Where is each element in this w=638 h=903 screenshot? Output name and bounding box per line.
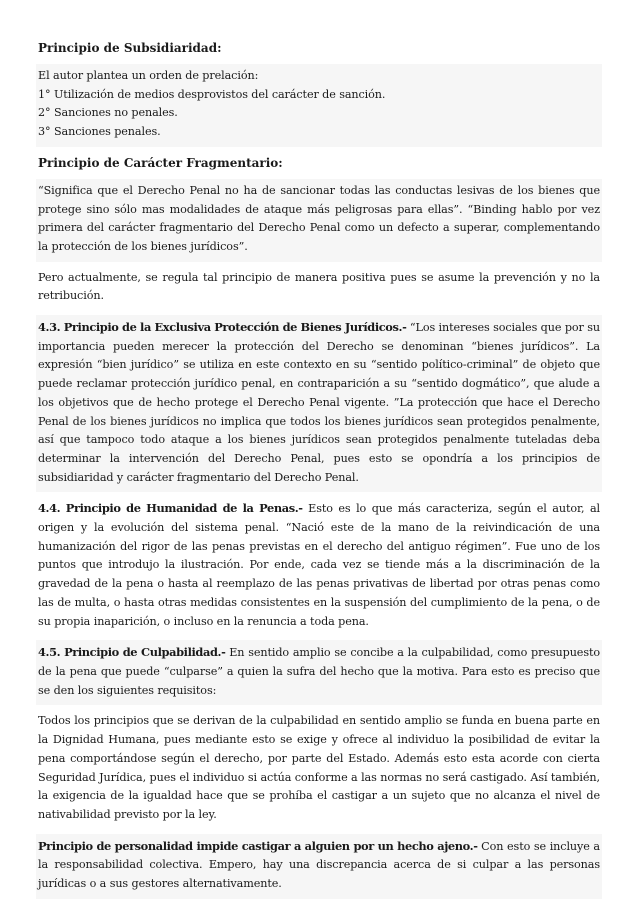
section-lead-4-3: 4.3. Principio de la Exclusiva Protección de Bienes Jurídicos.- [38, 320, 407, 335]
section-lead-4-5: 4.5. Principio de Culpabilidad.- [38, 645, 226, 660]
document-page [36, 36, 602, 903]
text-line: 2° Sanciones no penales. [38, 106, 178, 120]
heading-fragmentario: Principio de Carácter Fragmentario: [36, 151, 602, 177]
paragraph-culpabilidad [36, 640, 602, 705]
text-line: 3° Sanciones penales. [38, 125, 161, 139]
section-text: Esto es lo que más caracteriza, según el autor, al origen y la evolución del sistema penal. “Nació este de la mano de la reivindicación de una humanización del rigor de las penas previstas en el derecho del antiguo régimen”. Fue uno de los puntos que introdujo la ilustración. Por ende, cada vez se tiende más a la discriminación de la gravedad de la pena o hasta al reemplazo de las penas privativas de libertad por otras penas como las de multa, o hasta otras medidas consistentes en la suspensión del cumplimiento de la pena, o de su propia inaparición, o incluso en la renuncia a toda pena. [38, 502, 601, 628]
text-line: El autor plantea un orden de prelación: [38, 69, 259, 82]
paragraph-subsidiaridad [36, 64, 602, 147]
section-lead-personalidad: Principio de personalidad impide castigar a alguien por un hecho ajeno.- [38, 838, 478, 853]
paragraph-humanidad [36, 496, 602, 636]
paragraph-personalidad [36, 834, 602, 899]
section-text: En sentido amplio se concibe a la culpabilidad, como presupuesto de la pena que puede “culparse” a quien la sufra del hecho que la motiva. Para esto es preciso que se den los siguientes requisitos: [38, 646, 600, 697]
section-text: “Los intereses sociales que por su importancia pueden merecer la protección del Derecho se denominan “bienes jurídicos”. La expresión “bien jurídico” se utiliza en este contexto en su “sentido político-criminal” de objeto que puede reclamar protección jurídico penal, en contraparición a su “sentido dogmático”, que alude a los objetivos que de hecho protege el Derecho Penal vigente. ”La protección que hace el Derecho Penal de los bienes jurídicos no implica que todos los bienes jurídicos sean protegidos penalmente, así que tampoco todo ataque a los bienes jurídicos sean protegidos penalmente tuteladas deba determinar la intervención del Derecho Penal, pues esto se opondría a los principios de subsidiaridad y carácter fragmentario del Derecho Penal. [38, 321, 600, 484]
section-text: Con esto se incluye a la responsabilidad colectiva. Empero, hay una discrepancia acerca de si culpar a las personas jurídicas o a sus gestores alternativamente. [38, 839, 600, 891]
paragraph-exclusiva-proteccion [36, 315, 602, 492]
text-line: 1° Utilización de medios desprovistos del carácter de sanción. [38, 87, 386, 101]
paragraph-culpabilidad-2: Todos los principios que se derivan de la culpabilidad en sentido amplio se funda en buena parte en la Dignidad Humana, pues mediante esto se exige y ofrece al individuo la posibilidad de evitar la pena comportándose según el derecho, por parte del Estado. Además esto esta acorde con cierta Seguridad Jurídica, pues el individuo si actúa conforme a las normas no será castigado. Así también, la exigencia de la igualdad hace que se prohíba el castigar a un sujeto que no alcanza el nivel de nativabilidad previsto por la ley. [36, 709, 602, 829]
paragraph-fragmentario-2: Pero actualmente, se regula tal principio de manera positiva pues se asume la prevención y no la retribución. [36, 266, 602, 311]
heading-subsidiaridad: Principio de Subsidiaridad: [36, 36, 602, 62]
section-lead-4-4: 4.4. Principio de Humanidad de la Penas.- [38, 501, 303, 516]
paragraph-fragmentario-1: “Significa que el Derecho Penal no ha de sancionar todas las conductas lesivas de los bienes que protege sino sólo mas modalidades de ataque más peligrosas para ellas”. “Binding hablo por vez primera del carácter fragmentario del Derecho Penal como un defecto a superar, complementando la protección de los bienes jurídicos”. [36, 179, 602, 262]
